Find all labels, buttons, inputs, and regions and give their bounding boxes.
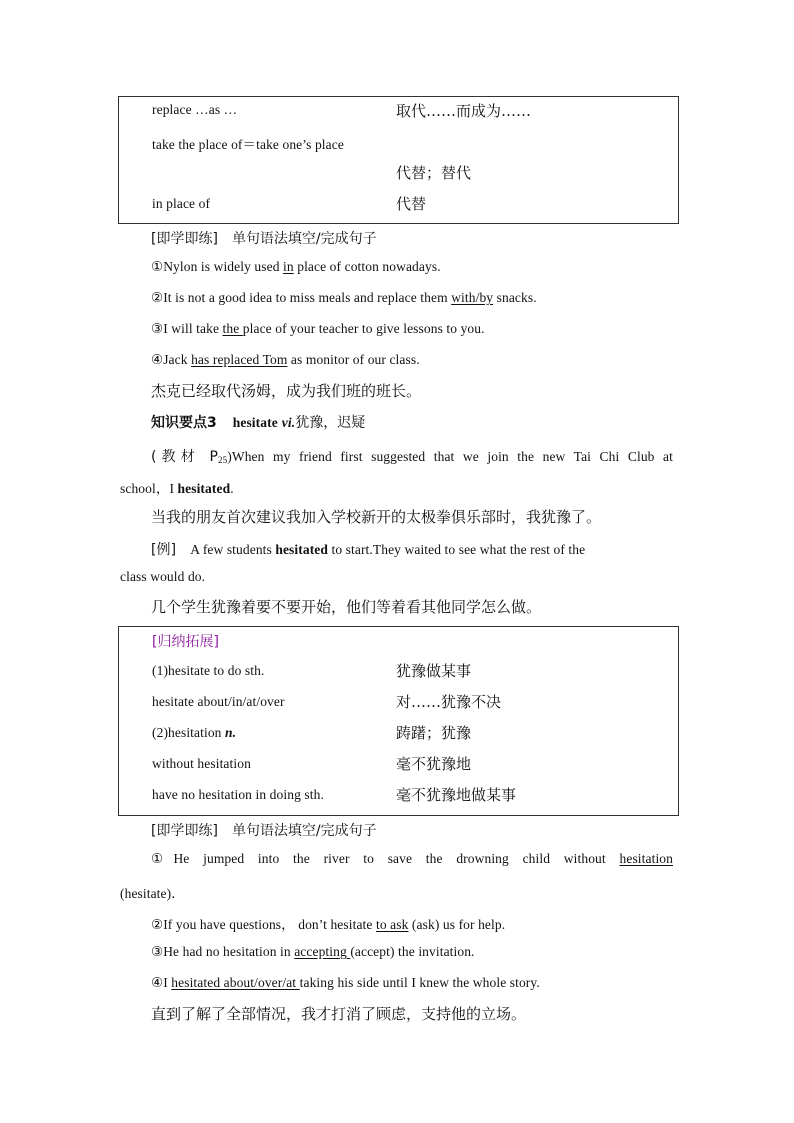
translation: 杰克已经取代汤姆，成为我们班的班长。	[151, 382, 422, 400]
practice-item: ②If you have questions， don’t hesitate to ask (ask) us for help.	[151, 917, 506, 932]
phrase-zh: 毫不犹豫地做某事	[396, 786, 517, 804]
practice-title: 单句语法填空/完成句子	[231, 231, 377, 247]
phrase-en: without hesitation	[152, 756, 251, 771]
source-line1: (教材 $P_{25})When$ my friend first suggested that we join the new Tai Chi Club at	[151, 449, 673, 465]
translation: 直到了解了全部情况，我才打消了顾虑，支持他的立场。	[151, 1005, 527, 1023]
practice-item: ③I will take the place of your teacher to give lessons to you.	[151, 321, 485, 336]
example-line2: class would do.	[120, 569, 206, 584]
practice-label: [即学即练]	[151, 231, 218, 247]
point-pos: vi.	[281, 415, 296, 430]
practice-label: [即学即练]	[151, 823, 218, 839]
answer-blank: with/by	[451, 290, 494, 305]
phrase-zh: 取代……而成为……	[396, 102, 532, 120]
answer-blank: the	[222, 321, 243, 336]
point-meaning: 犹豫，迟疑	[295, 415, 366, 431]
point-label: 知识要点3	[151, 415, 217, 431]
source-line2: school，I hesitated.	[120, 481, 234, 496]
practice-header	[151, 820, 377, 840]
phrase-en: take the place of＝take one’s place	[152, 137, 344, 152]
phrase-en: (2)hesitation n.	[152, 725, 237, 740]
practice-title: 单句语法填空/完成句子	[231, 823, 377, 839]
phrase-table-box	[118, 96, 679, 224]
answer-blank: accepting	[294, 944, 351, 959]
answer-blank: hesitation	[619, 851, 673, 866]
phrase-zh: 代替；替代	[396, 164, 472, 182]
phrase-zh: 对……犹豫不决	[396, 693, 502, 711]
phrase-en: have no hesitation in doing sth.	[152, 787, 324, 802]
example-translation: 几个学生犹豫着要不要开始，他们等着看其他同学怎么做。	[151, 598, 542, 616]
knowledge-point-heading	[151, 412, 365, 432]
summary-title: [归纳拓展]	[152, 634, 219, 650]
practice-item: ①Nylon is widely used in place of cotton nowadays.	[151, 259, 441, 274]
phrase-zh: 踌躇；犹豫	[396, 724, 472, 742]
practice-item: ②It is not a good idea to miss meals and replace them with/by snacks.	[151, 290, 537, 305]
practice-header	[151, 228, 377, 248]
summary-box	[118, 626, 679, 816]
answer-blank: to ask	[375, 917, 409, 932]
phrase-en: (1)hesitate to do sth.	[152, 663, 265, 678]
phrase-en: replace …as …	[152, 102, 238, 117]
phrase-en: hesitate about/in/at/over	[152, 694, 285, 709]
practice-item-cont: (hesitate)．	[120, 886, 185, 901]
practice-item: ④I hesitated about/over/at taking his side until I knew the whole story.	[151, 975, 540, 990]
practice-item: ③He had no hesitation in accepting (accept) the invitation.	[151, 944, 475, 959]
answer-blank: in	[283, 259, 294, 274]
phrase-zh: 代替	[396, 195, 427, 213]
practice-item: ①He jumped into the river to save the drowning child without hesitation	[151, 851, 673, 866]
phrase-zh: 犹豫做某事	[396, 662, 472, 680]
phrase-en: in place of	[152, 196, 211, 211]
source-translation: 当我的朋友首次建议我加入学校新开的太极拳俱乐部时，我犹豫了。	[151, 508, 602, 526]
practice-item: ④Jack has replaced Tom as monitor of our class.	[151, 352, 420, 367]
point-word: hesitate	[232, 415, 278, 430]
phrase-zh: 毫不犹豫地	[396, 755, 472, 773]
answer-blank: has replaced Tom	[191, 352, 288, 367]
example-line1: [例] A few students hesitated to start.They waited to see what the rest of the	[151, 542, 586, 558]
answer-blank: hesitated about/over/at	[171, 975, 300, 990]
